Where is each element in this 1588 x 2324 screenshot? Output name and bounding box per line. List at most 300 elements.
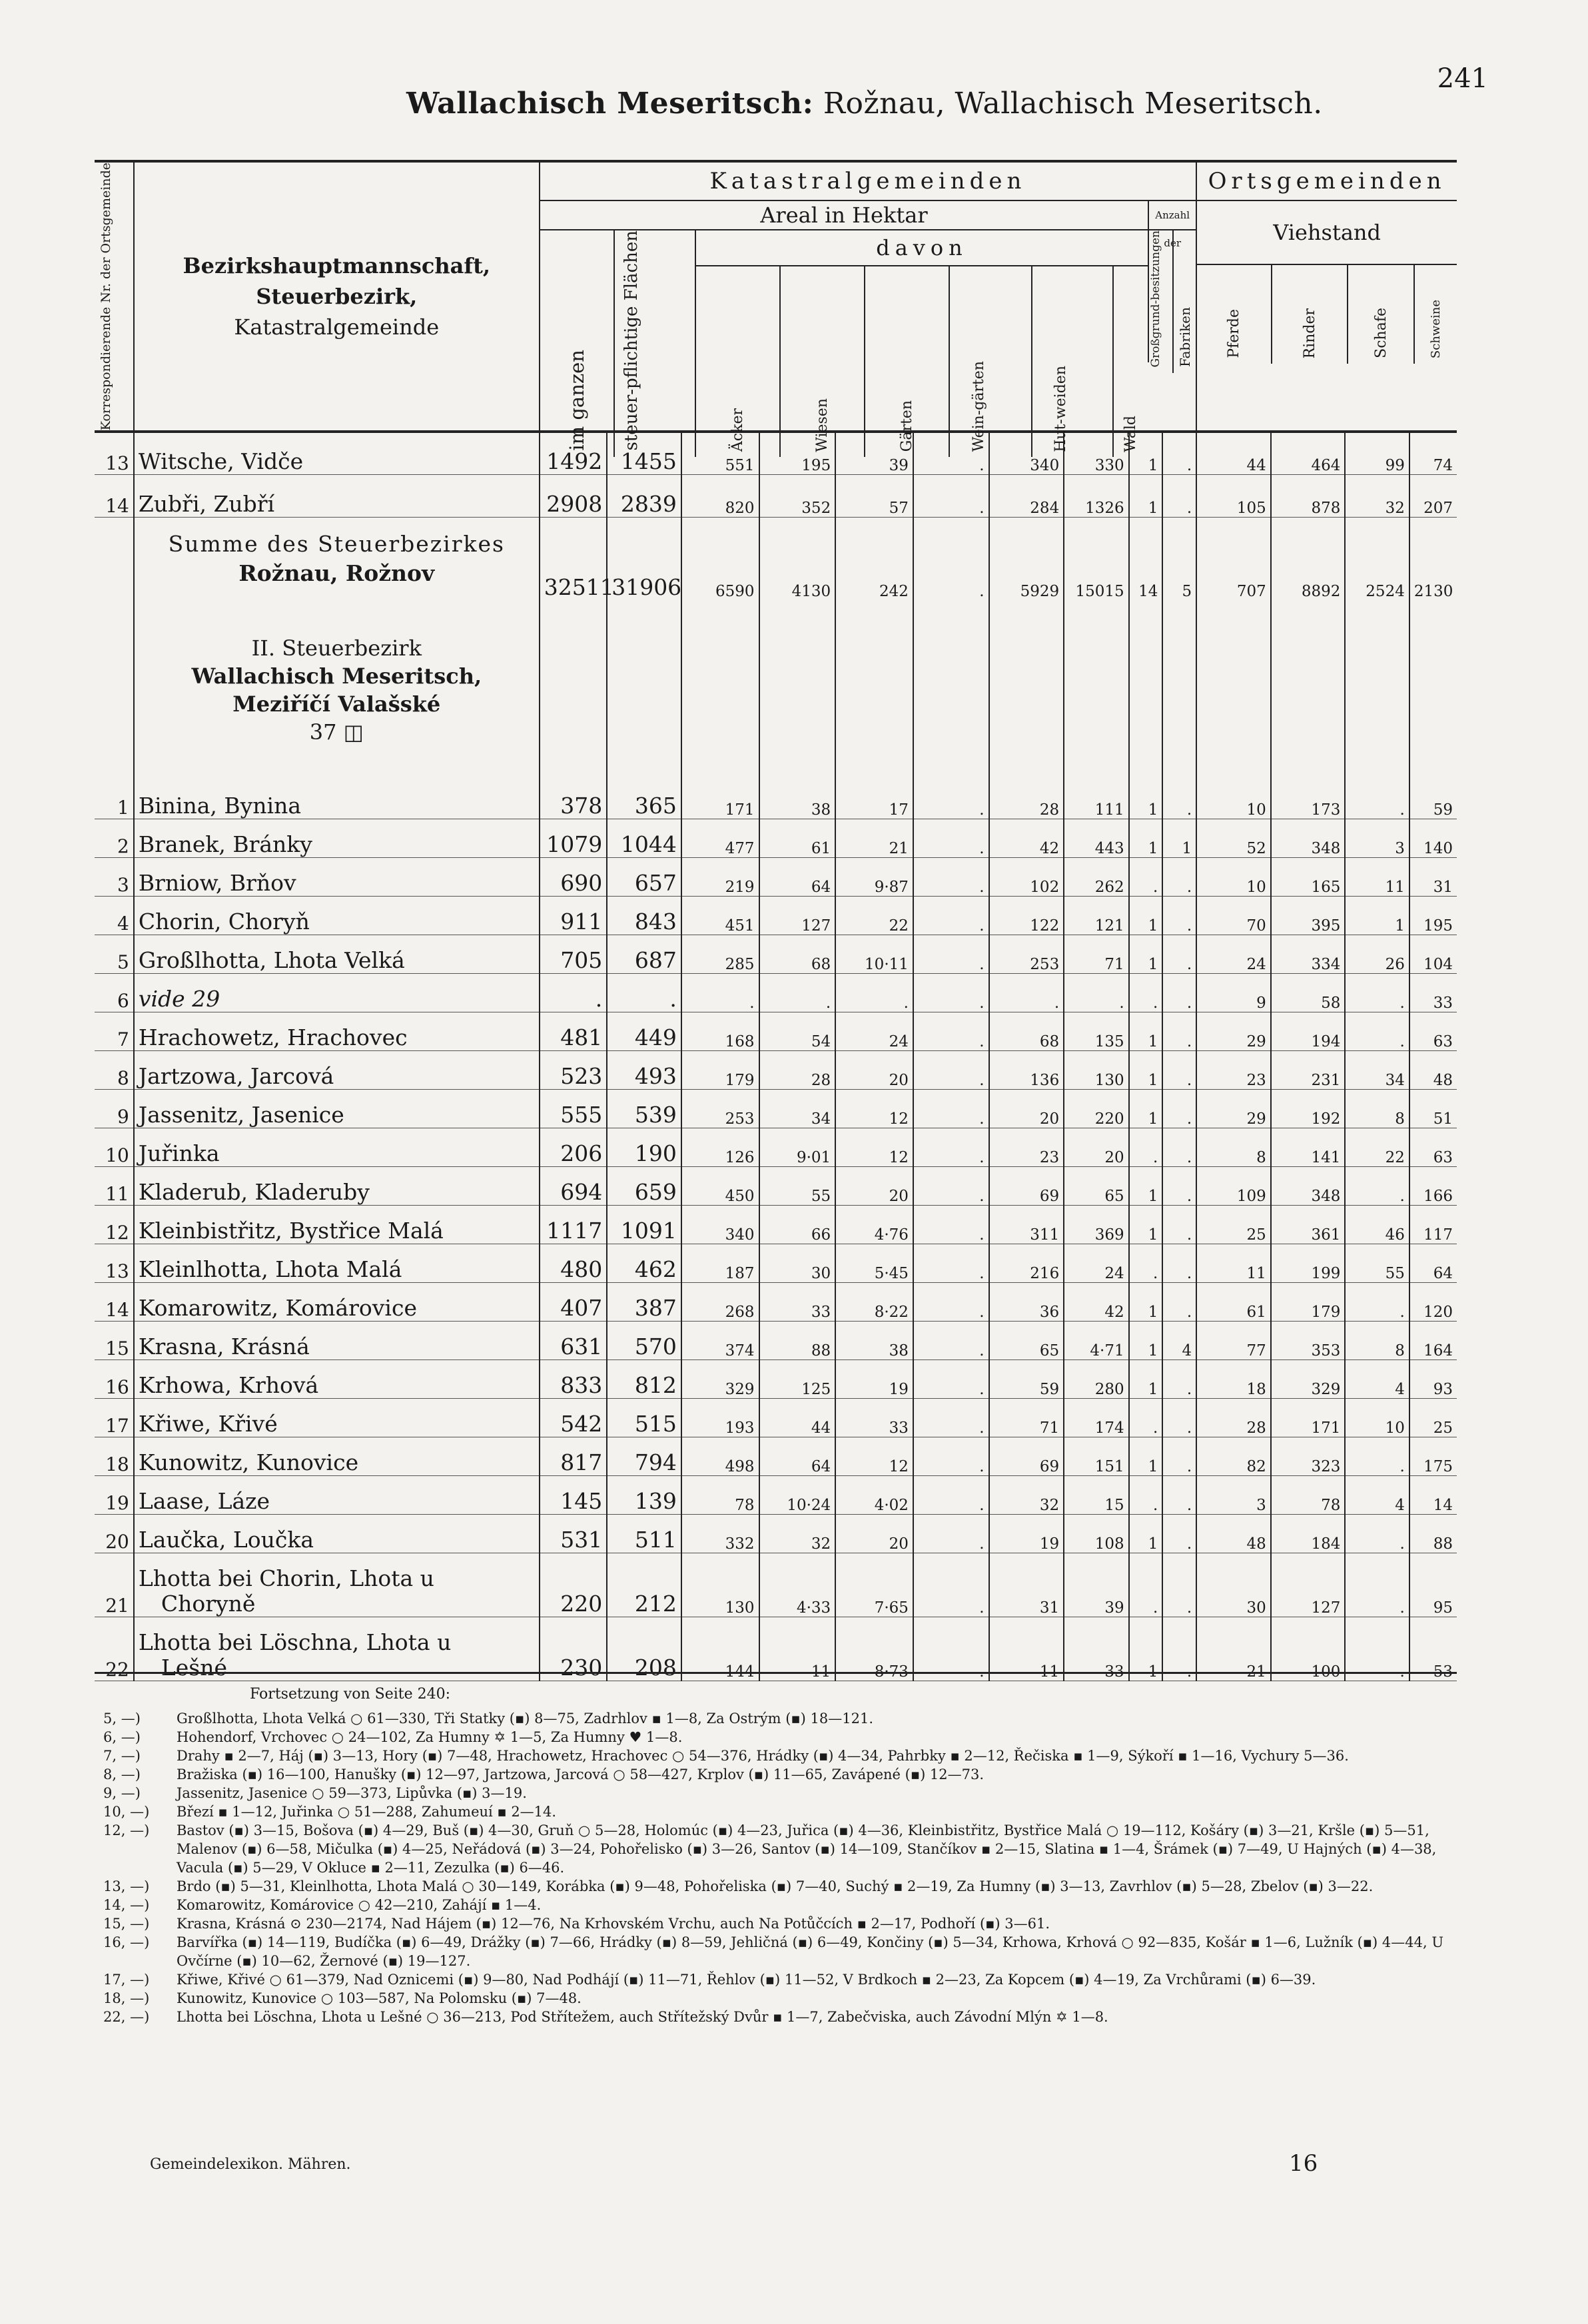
footnote [103, 1896, 1455, 1914]
cell-schafe: . [1345, 1437, 1409, 1475]
cell-steuer: . [607, 973, 681, 1012]
cell-pferde: 9 [1196, 973, 1271, 1012]
cell-aecker: 451 [681, 896, 759, 935]
cell-rinder: 100 [1271, 1617, 1346, 1681]
cell-wein: . [913, 1321, 989, 1359]
footnote-number: 10, —) [103, 1804, 150, 1820]
summe-gaerten: 242 [835, 517, 913, 600]
table-row [95, 857, 1457, 896]
cell-gaerten: 38 [835, 1321, 913, 1359]
cell-schweine: 207 [1409, 474, 1457, 517]
section-header-row [95, 600, 1457, 780]
cell-wiesen: 195 [759, 432, 836, 474]
cell-wald: 20 [1064, 1128, 1128, 1166]
publication-name: Gemeindelexikon. Mähren. [150, 2156, 351, 2173]
cell-wiesen: 4·33 [759, 1553, 836, 1617]
cell-schafe: 99 [1345, 432, 1409, 474]
cell-hut: 20 [989, 1089, 1064, 1128]
municipality-name: Zubři, Zubří [134, 474, 540, 517]
cell-steuer: 659 [607, 1166, 681, 1205]
cell-schweine: 25 [1409, 1398, 1457, 1437]
table-row [95, 1398, 1457, 1437]
municipality-name: Juřinka [134, 1128, 540, 1166]
summe-wald: 15015 [1064, 517, 1128, 600]
cell-aecker: 450 [681, 1166, 759, 1205]
cell-pferde: 18 [1196, 1359, 1271, 1398]
municipality-name: Komarowitz, Komárovice [134, 1282, 540, 1321]
cell-ganzen: 145 [540, 1475, 607, 1514]
cell-gross: 1 [1129, 1205, 1163, 1244]
cell-ganzen: 833 [540, 1359, 607, 1398]
cell-wiesen: 28 [759, 1050, 836, 1089]
table-row [95, 896, 1457, 935]
row-number: 14 [95, 1282, 134, 1321]
cell-gross: 1 [1129, 1514, 1163, 1553]
cell-schafe: 11 [1345, 857, 1409, 896]
cell-gross: 1 [1129, 1166, 1163, 1205]
cell-fab: . [1162, 857, 1196, 896]
cell-ganzen: 480 [540, 1244, 607, 1282]
cell-ganzen: 230 [540, 1617, 607, 1681]
cell-rinder: 348 [1271, 1166, 1346, 1205]
cell-rinder: 878 [1271, 474, 1346, 517]
cell-wein: . [913, 1128, 989, 1166]
cell-wald: 151 [1064, 1437, 1128, 1475]
row-number: 18 [95, 1437, 134, 1475]
cell-steuer: 208 [607, 1617, 681, 1681]
cell-schafe: 34 [1345, 1050, 1409, 1089]
municipality-name: vide 29 [134, 973, 540, 1012]
cell-pferde: 28 [1196, 1398, 1271, 1437]
cell-wein: . [913, 857, 989, 896]
cell-schafe: 26 [1345, 935, 1409, 973]
cell-hut: 42 [989, 819, 1064, 857]
cell-wald: 24 [1064, 1244, 1128, 1282]
row-number: 10 [95, 1128, 134, 1166]
cell-wald: 111 [1064, 780, 1128, 819]
cell-rinder: 171 [1271, 1398, 1346, 1437]
summe-pferde: 707 [1196, 517, 1271, 600]
cell-rinder: 58 [1271, 973, 1346, 1012]
cell-schweine: 63 [1409, 1012, 1457, 1050]
cell-aecker: 193 [681, 1398, 759, 1437]
cell-wein: . [913, 1475, 989, 1514]
cell-steuer: 843 [607, 896, 681, 935]
municipality-name: Branek, Bránky [134, 819, 540, 857]
cell-wiesen: 9·01 [759, 1128, 836, 1166]
row-number: 14 [95, 474, 134, 517]
cell-gaerten: 12 [835, 1089, 913, 1128]
cell-rinder: 464 [1271, 432, 1346, 474]
cell-aecker: 130 [681, 1553, 759, 1617]
cell-ganzen: 542 [540, 1398, 607, 1437]
cell-aecker: 340 [681, 1205, 759, 1244]
cell-steuer: 511 [607, 1514, 681, 1553]
cell-fab: . [1162, 1128, 1196, 1166]
cell-wald: 33 [1064, 1617, 1128, 1681]
cell-wald: 65 [1064, 1166, 1128, 1205]
summe-gross: 14 [1129, 517, 1163, 600]
row-number: 21 [95, 1553, 134, 1617]
cell-gross: 1 [1129, 1050, 1163, 1089]
cell-fab: . [1162, 1437, 1196, 1475]
row-number: 8 [95, 1050, 134, 1089]
cell-fab: 4 [1162, 1321, 1196, 1359]
section-title: II. Steuerbezirk [251, 635, 422, 661]
cell-schafe: 55 [1345, 1244, 1409, 1282]
cell-wald: 71 [1064, 935, 1128, 973]
table-row [95, 1128, 1457, 1166]
cell-rinder: 127 [1271, 1553, 1346, 1617]
cell-ganzen: 407 [540, 1282, 607, 1321]
cell-ganzen: 1079 [540, 819, 607, 857]
cell-wein: . [913, 1359, 989, 1398]
footnote [103, 1746, 1455, 1765]
row-number: 22 [95, 1617, 134, 1681]
municipality-name: Jartzowa, Jarcová [134, 1050, 540, 1089]
table-row [95, 1012, 1457, 1050]
cell-wiesen: . [759, 973, 836, 1012]
footnote-number: 15, —) [103, 1916, 150, 1932]
cell-wiesen: 68 [759, 935, 836, 973]
cell-wein: . [913, 1514, 989, 1553]
cell-aecker: 219 [681, 857, 759, 896]
cell-rinder: 329 [1271, 1359, 1346, 1398]
footnote [103, 1765, 1455, 1784]
cell-aecker: 126 [681, 1128, 759, 1166]
cell-wein: . [913, 935, 989, 973]
cell-wald: 130 [1064, 1050, 1128, 1089]
cell-steuer: 1455 [607, 432, 681, 474]
cell-fab: . [1162, 432, 1196, 474]
cell-steuer: 1044 [607, 819, 681, 857]
cell-schafe: . [1345, 973, 1409, 1012]
cell-steuer: 212 [607, 1553, 681, 1617]
cell-schweine: 88 [1409, 1514, 1457, 1553]
cell-pferde: 29 [1196, 1012, 1271, 1050]
cell-ganzen: 378 [540, 780, 607, 819]
section-code: 37 ◫ [309, 719, 364, 745]
municipality-name: Laučka, Loučka [134, 1514, 540, 1553]
cell-schweine: 33 [1409, 973, 1457, 1012]
cell-gaerten: 8·22 [835, 1282, 913, 1321]
cell-schweine: 93 [1409, 1359, 1457, 1398]
cell-rinder: 348 [1271, 819, 1346, 857]
section-name-cz: Meziříčí Valašské [232, 691, 441, 717]
footnote-text: Bražiska (▪) 16—100, Hanušky (▪) 12—97, Jartzowa, Jarcová ○ 58—427, Krplov (▪) 11—65, Zavápené (▪) 12—73. [177, 1766, 985, 1782]
cell-aecker: 171 [681, 780, 759, 819]
summe-district: Rožnau, Rožnov [238, 560, 435, 587]
cell-gross: 1 [1129, 1359, 1163, 1398]
cell-wein: . [913, 819, 989, 857]
cell-ganzen: 817 [540, 1437, 607, 1475]
footnote-text: Křiwe, Křivé ○ 61—379, Nad Oznicemi (▪) 9—80, Nad Podhájí (▪) 11—71, Řehlov (▪) 11—52, V Brdkoch ▪ 2—23, Za Kopcem (▪) 4—19, Za Vrchůrami (▪) 6—39. [177, 1972, 1316, 1988]
summe-schafe: 2524 [1345, 517, 1409, 600]
cell-wald: 135 [1064, 1012, 1128, 1050]
cell-fab: . [1162, 474, 1196, 517]
section-name-de: Wallachisch Meseritsch, [191, 663, 482, 689]
cell-hut: 28 [989, 780, 1064, 819]
cell-hut: 11 [989, 1617, 1064, 1681]
cell-pferde: 21 [1196, 1617, 1271, 1681]
table-row [95, 973, 1457, 1012]
cell-aecker: 820 [681, 474, 759, 517]
table-row [95, 1166, 1457, 1205]
row-number: 15 [95, 1321, 134, 1359]
cell-ganzen: 705 [540, 935, 607, 973]
footnote-number: 22, —) [103, 2009, 150, 2025]
cell-wald: 121 [1064, 896, 1128, 935]
cell-steuer: 1091 [607, 1205, 681, 1244]
footnote [103, 1784, 1455, 1802]
row-number: 4 [95, 896, 134, 935]
col-group-ortsgem: Ortsgemeinden Viehstand Pferde Rinder Schafe Schweine [1196, 161, 1457, 432]
cell-gaerten: 10·11 [835, 935, 913, 973]
cell-pferde: 105 [1196, 474, 1271, 517]
row-number: 17 [95, 1398, 134, 1437]
cell-pferde: 77 [1196, 1321, 1271, 1359]
cell-gross: . [1129, 857, 1163, 896]
table-row [95, 1359, 1457, 1398]
cell-gaerten: 12 [835, 1437, 913, 1475]
cell-wiesen: 66 [759, 1205, 836, 1244]
cell-wald: 280 [1064, 1359, 1128, 1398]
cell-fab: . [1162, 1244, 1196, 1282]
cell-schweine: 64 [1409, 1244, 1457, 1282]
cell-ganzen: 531 [540, 1514, 607, 1553]
footnote [103, 1989, 1455, 2008]
cell-schafe: . [1345, 780, 1409, 819]
footnote-text: Kunowitz, Kunovice ○ 103—587, Na Polomsku (▪) 7—48. [177, 1990, 582, 2006]
cell-steuer: 449 [607, 1012, 681, 1050]
table-row [95, 1050, 1457, 1089]
row-number: 11 [95, 1166, 134, 1205]
cell-hut: 31 [989, 1553, 1064, 1617]
footnote-text: Komarowitz, Komárovice ○ 42—210, Zahájí ▪ 1—4. [177, 1897, 542, 1913]
cell-pferde: 23 [1196, 1050, 1271, 1089]
cell-gaerten: 22 [835, 896, 913, 935]
cell-aecker: 498 [681, 1437, 759, 1475]
table-row [95, 474, 1457, 517]
cell-steuer: 2839 [607, 474, 681, 517]
municipality-name-line1: Lhotta bei Löschna, Lhota u [138, 1629, 452, 1655]
footnote-number: 5, —) [103, 1711, 141, 1727]
cell-ganzen: 911 [540, 896, 607, 935]
footnote-number: 12, —) [103, 1822, 150, 1838]
summe-row [95, 517, 1457, 600]
row-number: 3 [95, 857, 134, 896]
cell-gross: 1 [1129, 1617, 1163, 1681]
municipality-name: Kleinlhotta, Lhota Malá [134, 1244, 540, 1282]
cell-schafe: 4 [1345, 1359, 1409, 1398]
cell-gaerten: 20 [835, 1514, 913, 1553]
footnote [103, 1933, 1455, 1970]
cell-hut: 65 [989, 1321, 1064, 1359]
cell-hut: 69 [989, 1166, 1064, 1205]
cell-wald: 42 [1064, 1282, 1128, 1321]
cell-wald: 39 [1064, 1553, 1128, 1617]
cell-ganzen: 523 [540, 1050, 607, 1089]
summe-schweine: 2130 [1409, 517, 1457, 600]
footnote-text: Lhotta bei Löschna, Lhota u Lešné ○ 36—213, Pod Střítežem, auch Střítežský Dvůr ▪ 1—7, Zabečviska, auch Závodní Mlýn ✡ 1—8. [177, 2009, 1108, 2025]
cell-wald: 174 [1064, 1398, 1128, 1437]
municipality-name: Krhowa, Krhová [134, 1359, 540, 1398]
cell-fab: . [1162, 780, 1196, 819]
cell-wein: . [913, 1089, 989, 1128]
cell-steuer: 493 [607, 1050, 681, 1089]
cell-fab: . [1162, 1514, 1196, 1553]
cell-gross: 1 [1129, 1437, 1163, 1475]
municipality-name: Krasna, Krásná [134, 1321, 540, 1359]
footnote [103, 2008, 1455, 2026]
footnote-text: Jassenitz, Jasenice ○ 59—373, Lipůvka (▪) 3—19. [177, 1785, 527, 1801]
cell-rinder: 353 [1271, 1321, 1346, 1359]
cell-schafe: . [1345, 1166, 1409, 1205]
cell-steuer: 687 [607, 935, 681, 973]
cell-steuer: 539 [607, 1089, 681, 1128]
cell-steuer: 515 [607, 1398, 681, 1437]
table-row [95, 1282, 1457, 1321]
cell-pferde: 44 [1196, 432, 1271, 474]
cell-aecker: 551 [681, 432, 759, 474]
cell-wald: 4·71 [1064, 1321, 1128, 1359]
footnote-number: 13, —) [103, 1878, 150, 1894]
cell-schweine: 51 [1409, 1089, 1457, 1128]
footnote-text: Drahy ▪ 2—7, Háj (▪) 3—13, Hory (▪) 7—48, Hrachowetz, Hrachovec ○ 54—376, Hrádky (▪) 4—34, Pahrbky ▪ 2—12, Řečiska ▪ 1—9, Sýkoří ▪ 1—16, Vychury 5—36. [177, 1748, 1349, 1764]
cell-hut: 216 [989, 1244, 1064, 1282]
cell-hut: 71 [989, 1398, 1064, 1437]
footnote-text: Bastov (▪) 3—15, Bošova (▪) 4—29, Buš (▪) 4—30, Gruň ○ 5—28, Holomúc (▪) 4—23, Juřica (▪) 4—36, Kleinbistřitz, Bystřice Malá ○ 19—112, Košáry (▪) 3—21, Kršle (▪) 5—51, Malenov (▪) 6—58, Mičulka (▪) 4—25, Neřádová (▪) 3—24, Pohořelisko (▪) 3—26, Santov (▪) 14—109, Stančíkov ▪ 2—15, Slatina ▪ 1—4, Šrámek (▪) 7—49, U Hajných (▪) 4—38, Vacula (▪) 5—29, V Okluce ▪ 2—11, Zezulka (▪) 6—46. [177, 1822, 1437, 1876]
cell-aecker: 78 [681, 1475, 759, 1514]
cell-pferde: 29 [1196, 1089, 1271, 1128]
footnote-number: 14, —) [103, 1897, 150, 1913]
cell-schafe: 46 [1345, 1205, 1409, 1244]
footnote-number: 7, —) [103, 1748, 141, 1764]
cell-wiesen: 64 [759, 857, 836, 896]
cell-aecker: 253 [681, 1089, 759, 1128]
footnote [103, 1970, 1455, 1989]
cell-wiesen: 127 [759, 896, 836, 935]
cell-hut: 36 [989, 1282, 1064, 1321]
cell-schafe: 32 [1345, 474, 1409, 517]
cell-schweine: 104 [1409, 935, 1457, 973]
cell-rinder: 173 [1271, 780, 1346, 819]
municipality-name: Laase, Láze [134, 1475, 540, 1514]
table-row [95, 780, 1457, 819]
cell-gross: 1 [1129, 1321, 1163, 1359]
cell-hut: 311 [989, 1205, 1064, 1244]
cell-pferde: 3 [1196, 1475, 1271, 1514]
row-number: 6 [95, 973, 134, 1012]
municipality-name: Hrachowetz, Hrachovec [134, 1012, 540, 1050]
cell-schafe: . [1345, 1012, 1409, 1050]
footnotes [103, 1685, 1455, 2026]
cell-schweine: 195 [1409, 896, 1457, 935]
summe-wein: . [913, 517, 989, 600]
cell-gross: . [1129, 1553, 1163, 1617]
cell-aecker: 168 [681, 1012, 759, 1050]
footnote-number: 8, —) [103, 1766, 141, 1782]
cell-schweine: 63 [1409, 1128, 1457, 1166]
cell-wein: . [913, 1166, 989, 1205]
cell-rinder: 323 [1271, 1437, 1346, 1475]
row-number: 2 [95, 819, 134, 857]
cell-steuer: 657 [607, 857, 681, 896]
cell-rinder: 141 [1271, 1128, 1346, 1166]
header-rest: Rožnau, Wallachisch Meseritsch. [813, 87, 1323, 121]
cell-steuer: 462 [607, 1244, 681, 1282]
cell-schafe: 10 [1345, 1398, 1409, 1437]
cell-schafe: 4 [1345, 1475, 1409, 1514]
cell-schweine: 140 [1409, 819, 1457, 857]
cell-schafe: 1 [1345, 896, 1409, 935]
cell-ganzen: . [540, 973, 607, 1012]
cell-steuer: 139 [607, 1475, 681, 1514]
cell-fab: . [1162, 1475, 1196, 1514]
municipality-name [134, 1617, 540, 1681]
cell-rinder: 361 [1271, 1205, 1346, 1244]
summe-label: Summe des Steuerbezirkes [168, 531, 505, 558]
cell-gross: . [1129, 1398, 1163, 1437]
footnote-text: Barvířka (▪) 14—119, Budíčka (▪) 6—49, Drážky (▪) 7—66, Hrádky (▪) 8—59, Jehličná (▪) 6—49, Končiny (▪) 5—34, Krhowa, Krhová ○ 92—835, Košár ▪ 1—6, Lužník (▪) 4—44, U Ovčírne (▪) 10—62, Žernové (▪) 19—127. [177, 1934, 1444, 1969]
cell-fab: . [1162, 1359, 1196, 1398]
cell-gross: 1 [1129, 1089, 1163, 1128]
municipality-name: Jassenitz, Jasenice [134, 1089, 540, 1128]
cell-gross: 1 [1129, 780, 1163, 819]
cell-gaerten: 4·76 [835, 1205, 913, 1244]
cell-schafe: . [1345, 1617, 1409, 1681]
summe-wiesen: 4130 [759, 517, 836, 600]
cell-schweine: 53 [1409, 1617, 1457, 1681]
cell-schafe: 8 [1345, 1089, 1409, 1128]
summe-steuer: 31906 [607, 517, 681, 600]
cell-rinder: 395 [1271, 896, 1346, 935]
cell-gaerten: 21 [835, 819, 913, 857]
row-number: 7 [95, 1012, 134, 1050]
cell-aecker: 285 [681, 935, 759, 973]
cell-wein: . [913, 1617, 989, 1681]
table-row [95, 935, 1457, 973]
cell-hut: 23 [989, 1128, 1064, 1166]
cell-wiesen: 64 [759, 1437, 836, 1475]
cell-rinder: 192 [1271, 1089, 1346, 1128]
cell-ganzen: 694 [540, 1166, 607, 1205]
cell-rinder: 165 [1271, 857, 1346, 896]
summe-aecker: 6590 [681, 517, 759, 600]
cell-gaerten: 12 [835, 1128, 913, 1166]
cell-gross: 1 [1129, 1012, 1163, 1050]
cell-schweine: 74 [1409, 432, 1457, 474]
col-bezirk: Bezirkshauptmannschaft, Steuerbezirk, Katastralgemeinde [134, 161, 540, 432]
footnote-number: 17, —) [103, 1972, 150, 1988]
cell-wiesen: 33 [759, 1282, 836, 1321]
cell-gaerten: 20 [835, 1050, 913, 1089]
cell-fab: . [1162, 1089, 1196, 1128]
cell-pferde: 10 [1196, 780, 1271, 819]
municipality-name: Kunowitz, Kunovice [134, 1437, 540, 1475]
cell-wein: . [913, 432, 989, 474]
row-number: 20 [95, 1514, 134, 1553]
cell-schafe: 3 [1345, 819, 1409, 857]
footnote-text: Brdo (▪) 5—31, Kleinlhotta, Lhota Malá ○ 30—149, Korábka (▪) 9—48, Pohořeliska (▪) 7—40, Suchý ▪ 2—19, Za Humny (▪) 3—13, Zavrhlov (▪) 5—28, Zbelov (▪) 3—22. [177, 1878, 1374, 1894]
cell-gaerten: 4·02 [835, 1475, 913, 1514]
cell-gaerten: 20 [835, 1166, 913, 1205]
row-number: 5 [95, 935, 134, 973]
cell-wein: . [913, 1050, 989, 1089]
cell-hut: 19 [989, 1514, 1064, 1553]
cell-schweine: 175 [1409, 1437, 1457, 1475]
cell-gaerten: 57 [835, 474, 913, 517]
